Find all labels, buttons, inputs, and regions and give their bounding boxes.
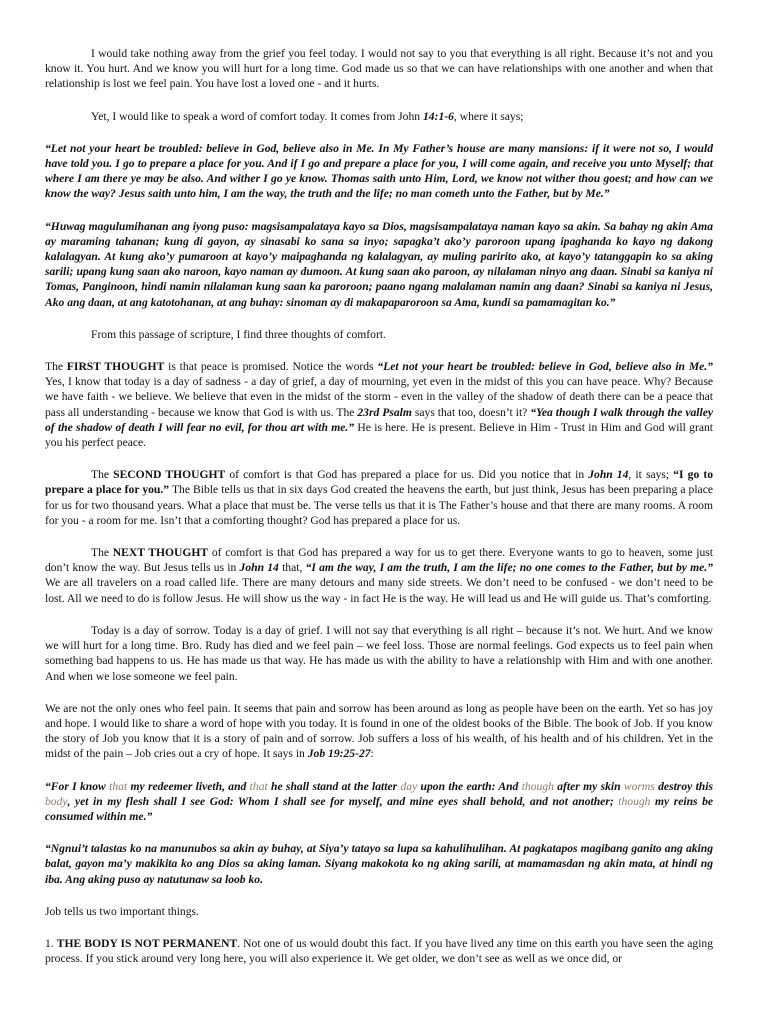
body-paragraph [45, 327, 713, 342]
text-run: that [109, 779, 128, 793]
body-paragraph [45, 904, 713, 919]
text-run: that, [278, 561, 306, 575]
text-run: says that too, doesn’t it? [411, 405, 531, 419]
text-run: , it says; [628, 468, 674, 482]
text-run: “I go to prepare a place for you.” [45, 468, 713, 497]
text-run: “Yea though I walk through the valley of the shadow of death I will fear no evil, for thou art with me.” [45, 405, 714, 434]
text-run: “Let not your heart be troubled: believe in God, believe also in Me.” [377, 360, 713, 374]
text-run: , where it says; [453, 109, 524, 123]
text-run: day [400, 779, 418, 793]
text-run: 23rd Psalm [357, 405, 412, 419]
text-run: “Let not your heart be troubled: believe in God, believe also in Me. In My Father’s house are many mansions: if it were not so, I would have told you. I go to prepare a place for you. And if I go and prepare a place for you, I will come again, and receive you unto Myself; that where I am there ye may be also. And wither I go ye know. Thomas saith unto Him, Lord, we know not wither thou goest; and how can we know the way? Jesus saith unto him, I am the way, the truth and the life; no man cometh unto the Father, but by Me.” [45, 141, 713, 201]
text-run: that [249, 779, 268, 793]
text-run: of comfort is that God has prepared a place for us. Did you notice that in [225, 468, 589, 482]
text-run: The Bible tells us that in six days God created the heavens the earth, but just think, Jesus has been preparing a place for us for two thousand years. What a place that must be. The verse tells us that it is The Father’s house and that there are many rooms. A room for you - a room for me. Isn’t that a comforting thought? God has prepared a place for us. [45, 483, 713, 527]
text-run: “Ngnui’t talastas ko na manunubos sa akin ay buhay, at Siya’y tatayo sa lupa sa kahulihulihan. At pagkatapos magibang ganito ang aking balat, gayon ma’y makikita ko ang Dios sa aking laman. Siyang makokota ko ng aking sarili, at mamamasdan ng akin mata, at hindi ng iba. Ang aking puso ay natutunaw sa loob ko. [45, 842, 713, 886]
text-run: The [91, 468, 114, 482]
text-run: after my skin [553, 779, 624, 793]
text-run: The [91, 546, 113, 560]
text-run: He is here. He is present. Believe in Him - Trust in Him and God will grant you his perfect peace. [45, 420, 713, 450]
document-body [45, 46, 713, 983]
text-run: John 14 [239, 561, 279, 575]
text-run: “Huwag magulumihanan ang iyong puso: magsisampalataya kayo sa Dios, magsisampalataya naman kayo sa akin. Sa bahay ng akin Ama ay maraming tahanan; kung di gayon, ay sinasabi ko sana sa inyo; sapagka’t ako’y paroroon upang ipaghanda ko kayo ng dakong kalalagyan. At kung ako’y pumaroon at kayo’y maipaghanda ng kalalagyan, ay muling paririto ako, at kayo’y tatanggapin ko sa aking sarili; upang kung saan ako naroon, kayo naman ay dumoon. At kung saan ako paroon, ay nilalaman ninyo ang daan. Sinabi sa kaniya ni Tomas, Panginoon, hindi namin nilalaman kung saan ka paroroon; paano ngang malalaman namin ang daan? Sinabi sa kaniya ni Jesus, Ako ang daan, at ang katotohanan, at ang buhay: sinoman ay di makapaparoroon sa Ama, kundi sa pamamagitan ko.” [45, 219, 713, 309]
text-run: , yet in my flesh shall I see God: Whom I shall see for myself, and mine eyes shall behold, and not another; [67, 794, 619, 808]
body-paragraph [45, 359, 713, 450]
scripture-quote-paragraph [45, 219, 713, 310]
text-run: 1. [45, 936, 57, 950]
text-run: destroy this [654, 779, 713, 793]
text-run: FIRST THOUGHT [66, 360, 165, 374]
text-run: . Not one of us would doubt this fact. If you have lived any time on this earth you have seen the aging process. If you stick around very long here, you will also experience it. We get older, we don’t see as well as we once did, or [45, 936, 714, 966]
body-paragraph [45, 623, 713, 684]
text-run: From this passage of scripture, I find three thoughts of comfort. [91, 327, 386, 341]
text-run: Yes, I know that today is a day of sadness - a day of grief, a day of mourning, yet even in the midst of this you can have peace. Why? Because we have faith - we believe. We believe that even in the midst of the storm - even in the valley of the shadow of death there can be a peace that pass all understanding - because we know that God is with us. The [45, 375, 713, 419]
text-run: though [521, 779, 554, 793]
body-paragraph [45, 701, 713, 762]
text-run: NEXT THOUGHT [112, 546, 209, 560]
text-run: upon the earth: And [417, 779, 522, 793]
scripture-quote-paragraph [45, 779, 713, 825]
body-paragraph [45, 467, 713, 528]
text-run: body [45, 794, 68, 808]
body-paragraph [45, 545, 713, 606]
text-run: “For I know [45, 779, 110, 793]
body-paragraph [45, 936, 713, 966]
text-run: Today is a day of sorrow. Today is a day of grief. I will not say that everything is all right – because it’s not. We hurt. And we know we will hurt for a long time. Bro. Rudy has died and we feel pain – we feel loss. Those are normal feelings. God expects us to feel pain when something bad happens to us. He has made us that way. He has made us with the ability to have a relationship with Him and with one another. And when we lose someone we feel pain. [45, 623, 713, 683]
text-run: is that peace is promised. Notice the words [164, 360, 378, 374]
body-paragraph [45, 109, 713, 124]
text-run: Job tells us two important things. [45, 904, 199, 918]
text-run: John 14 [588, 468, 629, 482]
text-run: “I am the way, I am the truth, I am the life; no one comes to the Father, but by me.” [305, 561, 713, 575]
text-run: SECOND THOUGHT [113, 468, 226, 482]
text-run: my reins be consumed within me.” [45, 794, 714, 823]
text-run: 14:1-6 [422, 109, 454, 123]
text-run: : [370, 747, 374, 761]
body-paragraph [45, 46, 713, 92]
text-run: Job 19:25-27 [307, 747, 371, 761]
text-run: he shall stand at the latter [267, 779, 401, 793]
text-run: THE BODY IS NOT PERMANENT [56, 936, 238, 950]
scripture-quote-paragraph [45, 841, 713, 887]
text-run: We are not the only ones who feel pain. It seems that pain and sorrow has been around as long as people have been on the earth. Yet so has joy and hope. I would like to share a word of hope with you today. It is found in one of the oldest books of the Bible. The book of Job. If you know the story of Job you know that it is a story of pain and of sorrow. Job suffers a loss of his wealth, of his health and of his children. Yet in the midst of the pain – Job cries out a cry of hope. It says in [45, 701, 713, 761]
text-run: Yet, I would like to speak a word of comfort today. It comes from John [91, 109, 423, 123]
text-run: The [45, 360, 67, 374]
text-run: I would take nothing away from the grief you feel today. I would not say to you that everything is all right. Because it’s not and you know it. You hurt. And we know you will hurt for a long time. God made us so that we can have relationships with one another and when that relationship is lost we feel pain. You have lost a loved one - and it hurts. [45, 47, 713, 91]
text-run: worms [623, 779, 655, 793]
text-run: We are all travelers on a road called life. There are many detours and many side streets. We don’t need to be confused - we don’t need to be lost. All we need to do is follow Jesus. He will show us the way - in fact He is the way. He will lead us and He will guide us. That’s comforting. [45, 576, 713, 605]
scripture-quote-paragraph [45, 141, 713, 202]
text-run: my redeemer liveth, and [127, 779, 250, 793]
text-run: though [618, 794, 651, 808]
text-run: of comfort is that God has prepared a way for us to get there. Everyone wants to go to heaven, some just don’t know the way. But Jesus tells us in [45, 546, 713, 575]
